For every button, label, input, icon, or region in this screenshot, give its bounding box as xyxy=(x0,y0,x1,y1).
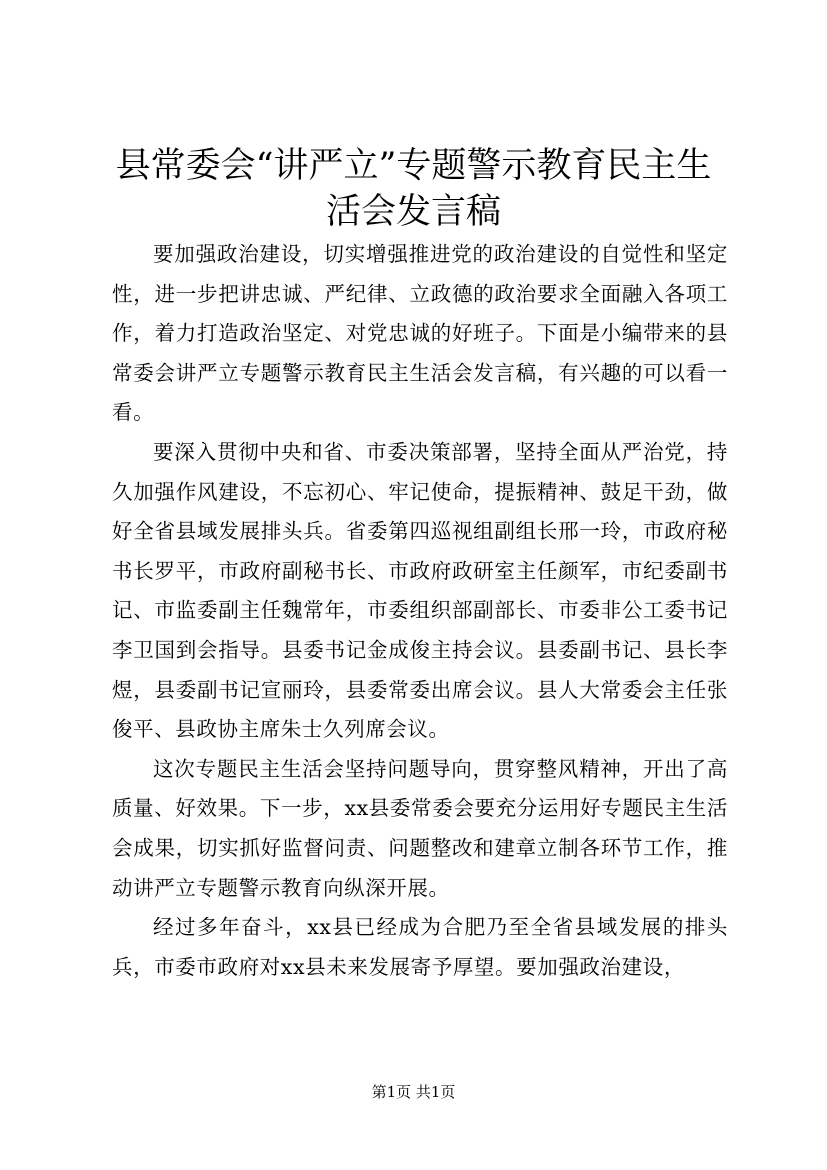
page-footer xyxy=(0,1082,827,1102)
paragraph-3: 这次专题民主生活会坚持问题导向，贯穿整风精神，开出了高质量、好效果。下一步，xx县委常委会要充分运用好专题民主生活会成果，切实抓好监督问责、问题整改和建章立制各环节工作，推动讲严立专题警示教育向纵深开展。 xyxy=(112,756,728,900)
paragraph-1: 要加强政治建设，切实增强推进党的政治建设的自觉性和坚定性，进一步把讲忠诚、严纪律、立政德的政治要求全面融入各项工作，着力打造政治坚定、对党忠诚的好班子。下面是小编带来的县常委会讲严立专题警示教育民主生活会发言稿，有兴趣的可以看一看。 xyxy=(112,242,728,425)
document-title: 县常委会“讲严立”专题警示教育民主生活会发言稿 xyxy=(115,146,712,232)
document-body xyxy=(112,235,728,987)
paragraph-2: 要深入贯彻中央和省、市委决策部署，坚持全面从严治党，持久加强作风建设，不忘初心、牢记使命，提振精神、鼓足干劲，做好全省县域发展排头兵。省委第四巡视组副组长邢一玲，市政府秘书长罗平，市政府副秘书长、市政府政研室主任颜军，市纪委副书记、市监委副主任魏常年，市委组织部副部长、市委非公工委书记李卫国到会指导。县委书记金成俊主持会议。县委副书记、县长李煜，县委副书记宣丽玲，县委常委出席会议。县人大常委会主任张俊平、县政协主席朱士久列席会议。 xyxy=(112,439,728,742)
paragraph-4: 经过多年奋斗，xx县已经成为合肥乃至全省县域发展的排头兵，市委市政府对xx县未来发展寄予厚望。要加强政治建设， xyxy=(112,915,728,979)
page-number: 第1页 共1页 xyxy=(371,1083,456,1101)
